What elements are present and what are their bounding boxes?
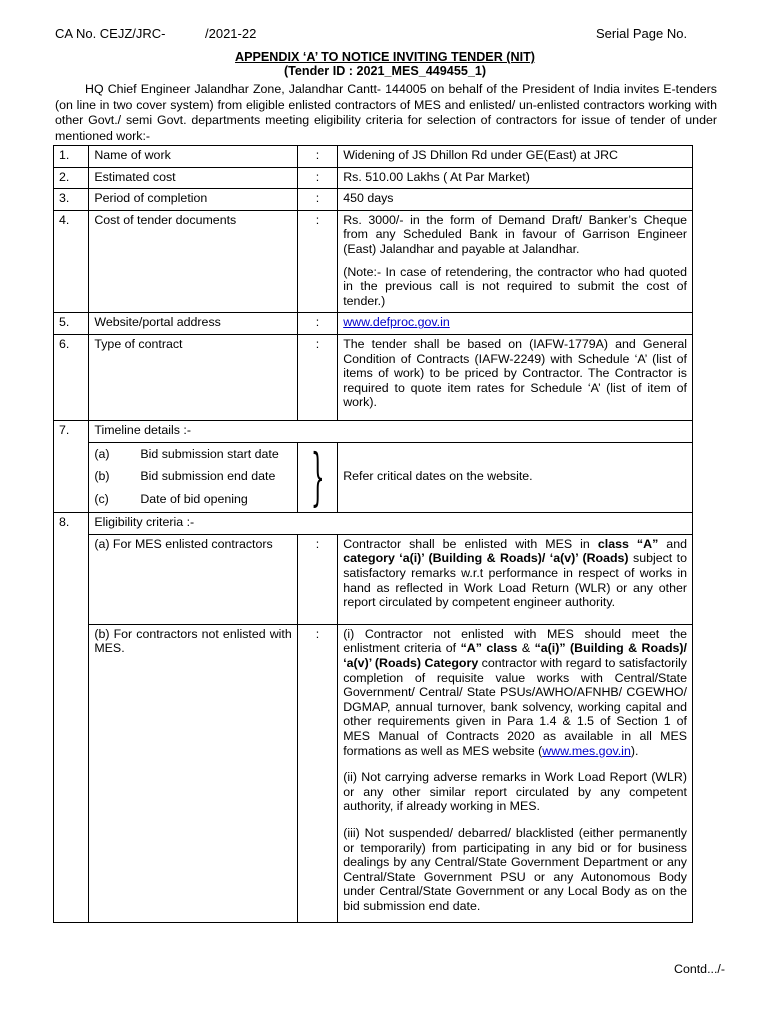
criteria-bold: class “A” — [597, 536, 659, 551]
ca-number: CA No. CEJZ/JRC- — [55, 26, 166, 41]
year: /2021-22 — [205, 26, 257, 41]
bid-end-label: Bid submission end date — [140, 469, 276, 484]
row-number: 2. — [54, 167, 89, 189]
intro-paragraph — [55, 82, 717, 144]
row-label: Cost of tender documents — [89, 210, 297, 313]
row-colon: : — [297, 334, 337, 420]
criteria-text: Contractor shall be enlisted with MES in — [343, 536, 598, 551]
criteria-bold: “A” class — [460, 641, 518, 656]
criteria-text: ). — [630, 743, 639, 758]
criteria-bold: category ‘a(i)’ (Building & Roads)/ ‘a(v)’ (Roads) — [343, 551, 629, 566]
row-colon: : — [297, 534, 337, 624]
table-row — [54, 513, 693, 535]
timeline-items — [89, 442, 297, 513]
table-row — [54, 534, 693, 624]
curly-brace: } — [297, 442, 337, 513]
intro-text: HQ Chief Engineer Jalandhar Zone, Jalandhar Cantt- 144005 on behalf of the President of India invites E-tenders (on line in two cover system) from eligible enlisted contractors of MES and enlisted/ un-enlisted contractors working with other Govt./ semi Govt. departments meeting eligibility criteria for selection of contractors for issue of tender of under mentioned work:- — [55, 82, 717, 143]
criteria-b-i — [343, 627, 687, 758]
retender-note: (Note:- In case of retendering, the contractor who had quoted in the previous call is not required to submit the cost of tender.) — [343, 264, 687, 308]
row-colon: : — [297, 210, 337, 313]
criteria-a-value — [338, 534, 693, 624]
row-value: The tender shall be based on (IAFW-1779A) and General Condition of Contracts (IAFW-2249) with Schedule ‘A’ (list of items of work) to be priced by Contractor. The Contractor is required to quote item rates for Schedule ‘A’ (list of item of work). — [338, 334, 693, 420]
item-key: (b) — [94, 469, 110, 484]
row-colon: : — [297, 313, 337, 335]
row-label: Estimated cost — [89, 167, 297, 189]
bid-start-label: Bid submission start date — [140, 446, 279, 461]
tender-fee-text: Rs. 3000/- in the form of Demand Draft/ Banker’s Cheque from any Scheduled Bank in favour of Garrison Engineer (East) Jalandhar and payable at Jalandhar. — [343, 212, 687, 256]
mes-website-link[interactable]: www.mes.gov.in — [542, 743, 631, 758]
table-row — [54, 420, 693, 442]
row-number: 5. — [54, 313, 89, 335]
row-colon: : — [297, 624, 337, 922]
serial-page-no: Serial Page No. — [596, 26, 688, 41]
table-row — [54, 146, 693, 168]
row-number: 1. — [54, 146, 89, 168]
criteria-a-label: (a) For MES enlisted contractors — [89, 534, 297, 624]
row-colon: : — [297, 146, 337, 168]
criteria-b-iii: (iii) Not suspended/ debarred/ blacklisted (either permanently or temporarily) from participating in any bid or for business dealings by any Central/State Government Department or any Central/State Government PSU or any Autonomous Body under Central/State Government or any Local Body as on the bid submission end date. — [343, 825, 687, 913]
row-value: 450 days — [338, 189, 693, 211]
row-value — [338, 210, 693, 313]
row-value: Widening of JS Dhillon Rd under GE(East) at JRC — [338, 146, 693, 168]
row-number: 4. — [54, 210, 89, 313]
row-value: Refer critical dates on the website. — [338, 442, 693, 513]
row-value — [338, 313, 693, 335]
tender-details-table — [53, 145, 693, 923]
item-key: (c) — [94, 491, 109, 506]
criteria-bold: “a(i)” (Building & Roads)/ ‘a(v)’ (Roads) Category — [343, 641, 687, 671]
row-number: 8. — [54, 513, 89, 922]
table-row — [54, 167, 693, 189]
row-label: Type of contract — [89, 334, 297, 420]
table-row — [54, 442, 693, 513]
portal-link[interactable]: www.defproc.gov.in — [343, 315, 450, 330]
row-number: 3. — [54, 189, 89, 211]
table-row — [54, 313, 693, 335]
appendix-title: APPENDIX ‘A’ TO NOTICE INVITING TENDER (NIT) — [235, 50, 535, 64]
row-label: Period of completion — [89, 189, 297, 211]
item-key: (a) — [94, 446, 110, 461]
bid-opening-label: Date of bid opening — [140, 491, 248, 506]
row-number: 7. — [54, 420, 89, 512]
row-value: Rs. 510.00 Lakhs ( At Par Market) — [338, 167, 693, 189]
tender-id: (Tender ID : 2021_MES_449455_1) — [283, 64, 487, 78]
criteria-text: subject to satisfactory remarks w.r.t performance in respect of works in hand as reflected in Work Load Return (WLR) or any other report circulated by competent engineer authority. — [343, 551, 688, 610]
continued-marker: Contd.../- — [674, 962, 725, 976]
table-row — [54, 210, 693, 313]
row-label: Name of work — [89, 146, 297, 168]
criteria-text: contractor with regard to satisfactorily completion of requisite value works with Central/State Government/ Central/ State PSUs/AWHO/AFNHB/ CGEWHO/ DGMAP, annual turnover, bank solvency, working capital and other requirements given in Para 1.4 & 1.5 of Section 1 of MES Manual of Contracts 2020 as available in all MES formations as well as MES website ( — [343, 656, 687, 758]
criteria-b-value — [338, 624, 693, 922]
row-label: Eligibility criteria :- — [89, 513, 693, 535]
row-colon: : — [297, 189, 337, 211]
row-label: Website/portal address — [89, 313, 297, 335]
criteria-b-ii: (ii) Not carrying adverse remarks in Work Load Report (WLR) or any other similar report circulated by any competent authority, if already working in MES. — [343, 770, 687, 814]
criteria-text: (i) Contractor not enlisted with MES should meet the enlistment criteria of — [343, 626, 687, 656]
row-number: 6. — [54, 334, 89, 420]
table-row — [54, 624, 693, 922]
row-label: Timeline details :- — [89, 420, 693, 442]
table-row — [54, 189, 693, 211]
criteria-text: & — [517, 641, 535, 656]
criteria-text: and — [658, 536, 687, 551]
row-colon: : — [297, 167, 337, 189]
criteria-b-label: (b) For contractors not enlisted with MES. — [89, 624, 297, 922]
table-row — [54, 334, 693, 420]
